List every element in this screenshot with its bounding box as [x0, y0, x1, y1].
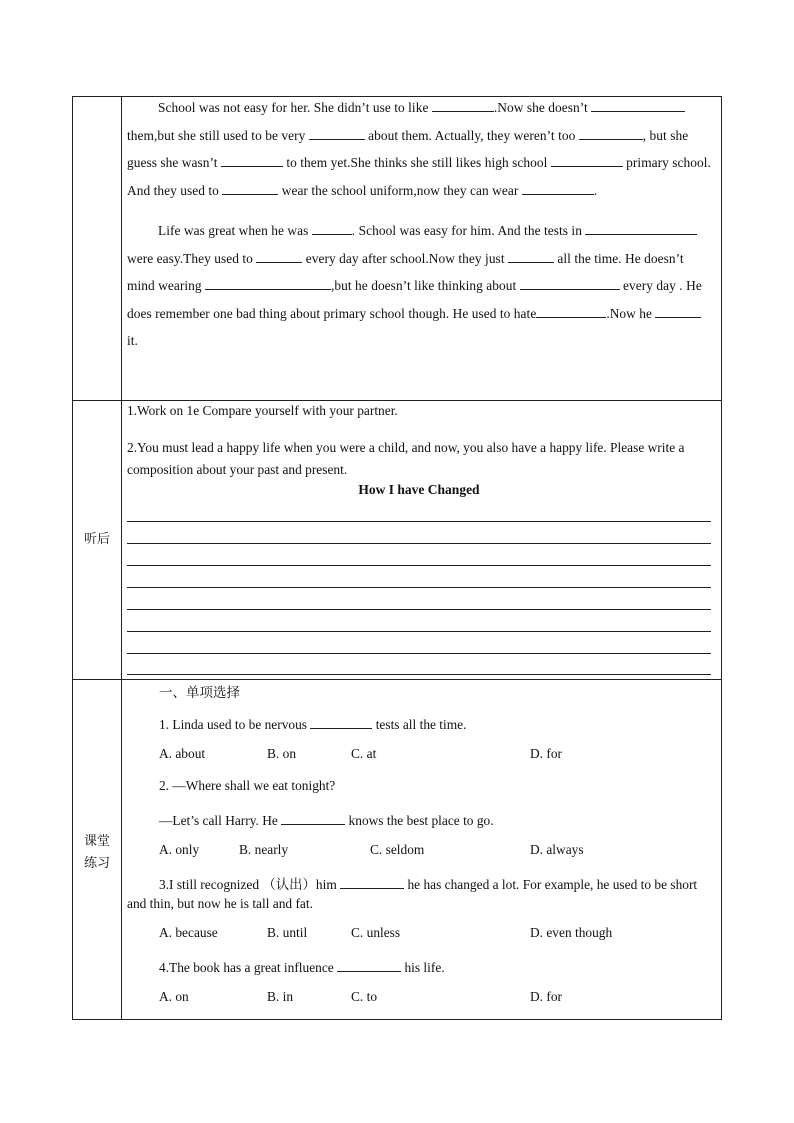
q4-option-a[interactable]: A. on: [159, 989, 189, 1004]
writing-line[interactable]: [127, 653, 711, 654]
writing-line[interactable]: [127, 543, 711, 544]
q1-option-c[interactable]: C. at: [351, 746, 377, 761]
row-label-practice: [73, 831, 121, 875]
worksheet-table: [72, 96, 722, 1020]
question-3: 3.I still recognized （认出）him he has changed a lot. For example, he used to be short and thin, but now he is tall and fat.: [127, 874, 711, 913]
after-listening-tasks: [127, 400, 711, 481]
section-title: 一、单项选择: [159, 685, 240, 701]
q1-option-d[interactable]: D. for: [530, 746, 562, 761]
passage-paragraph-1: School was not easy for her. She didn’t use to like .Now she doesn’t them,but she still used to be very about them. Actually, they weren’t too , but she guess she wasn’t to them yet.She thinks she still likes high school primary school. And they used to wear the school uniform,now they can wear .: [127, 94, 711, 204]
column-divider: [121, 97, 122, 1019]
question-4: 4.The book has a great influence his life.: [159, 957, 445, 976]
row-label-line: 课堂: [83, 834, 110, 849]
writing-line[interactable]: [127, 631, 711, 632]
writing-line[interactable]: [127, 609, 711, 610]
q3-option-a[interactable]: A. because: [159, 925, 218, 940]
writing-line[interactable]: [127, 565, 711, 566]
q3-option-c[interactable]: C. unless: [351, 925, 401, 940]
row-label-after-listening: 听后: [83, 532, 110, 547]
q2-option-b[interactable]: B. nearly: [239, 842, 289, 857]
q2-option-c[interactable]: C. seldom: [370, 842, 425, 857]
row-divider: [73, 679, 721, 680]
q4-option-b[interactable]: B. in: [267, 989, 294, 1004]
passage-paragraph-2: Life was great when he was . School was easy for him. And the tests in were easy.They used to every day after school.Now they just all the time. He doesn’t mind wearing ,but he doesn’t like thinking about every day . He does remember one bad thing about primary school though. He used to hate .Now he it.: [127, 217, 711, 355]
question-2-line-2: —Let’s call Harry. He knows the best place to go.: [159, 810, 494, 829]
reading-passage: [127, 94, 711, 355]
row-label-line: 练习: [83, 856, 110, 871]
writing-line[interactable]: [127, 521, 711, 522]
question-2: 2. —Where shall we eat tonight?: [159, 778, 336, 793]
q4-option-d[interactable]: D. for: [530, 989, 562, 1004]
task-2: 2.You must lead a happy life when you were a child, and now, you also have a happy life. Please write a composition about your past and present.: [127, 440, 685, 477]
q2-option-a[interactable]: A. only: [159, 842, 200, 857]
q3-option-d[interactable]: D. even though: [530, 925, 613, 940]
question-1: 1. Linda used to be nervous tests all the time.: [159, 714, 466, 733]
q4-option-c[interactable]: C. to: [351, 989, 378, 1004]
q3-option-b[interactable]: B. until: [267, 925, 308, 940]
q1-option-a[interactable]: A. about: [159, 746, 206, 761]
task-1: 1.Work on 1e Compare yourself with your partner.: [127, 403, 398, 418]
writing-line[interactable]: [127, 587, 711, 588]
q2-option-d[interactable]: D. always: [530, 842, 584, 857]
composition-title: How I have Changed: [358, 482, 480, 497]
q1-option-b[interactable]: B. on: [267, 746, 297, 761]
writing-line[interactable]: [127, 674, 711, 675]
